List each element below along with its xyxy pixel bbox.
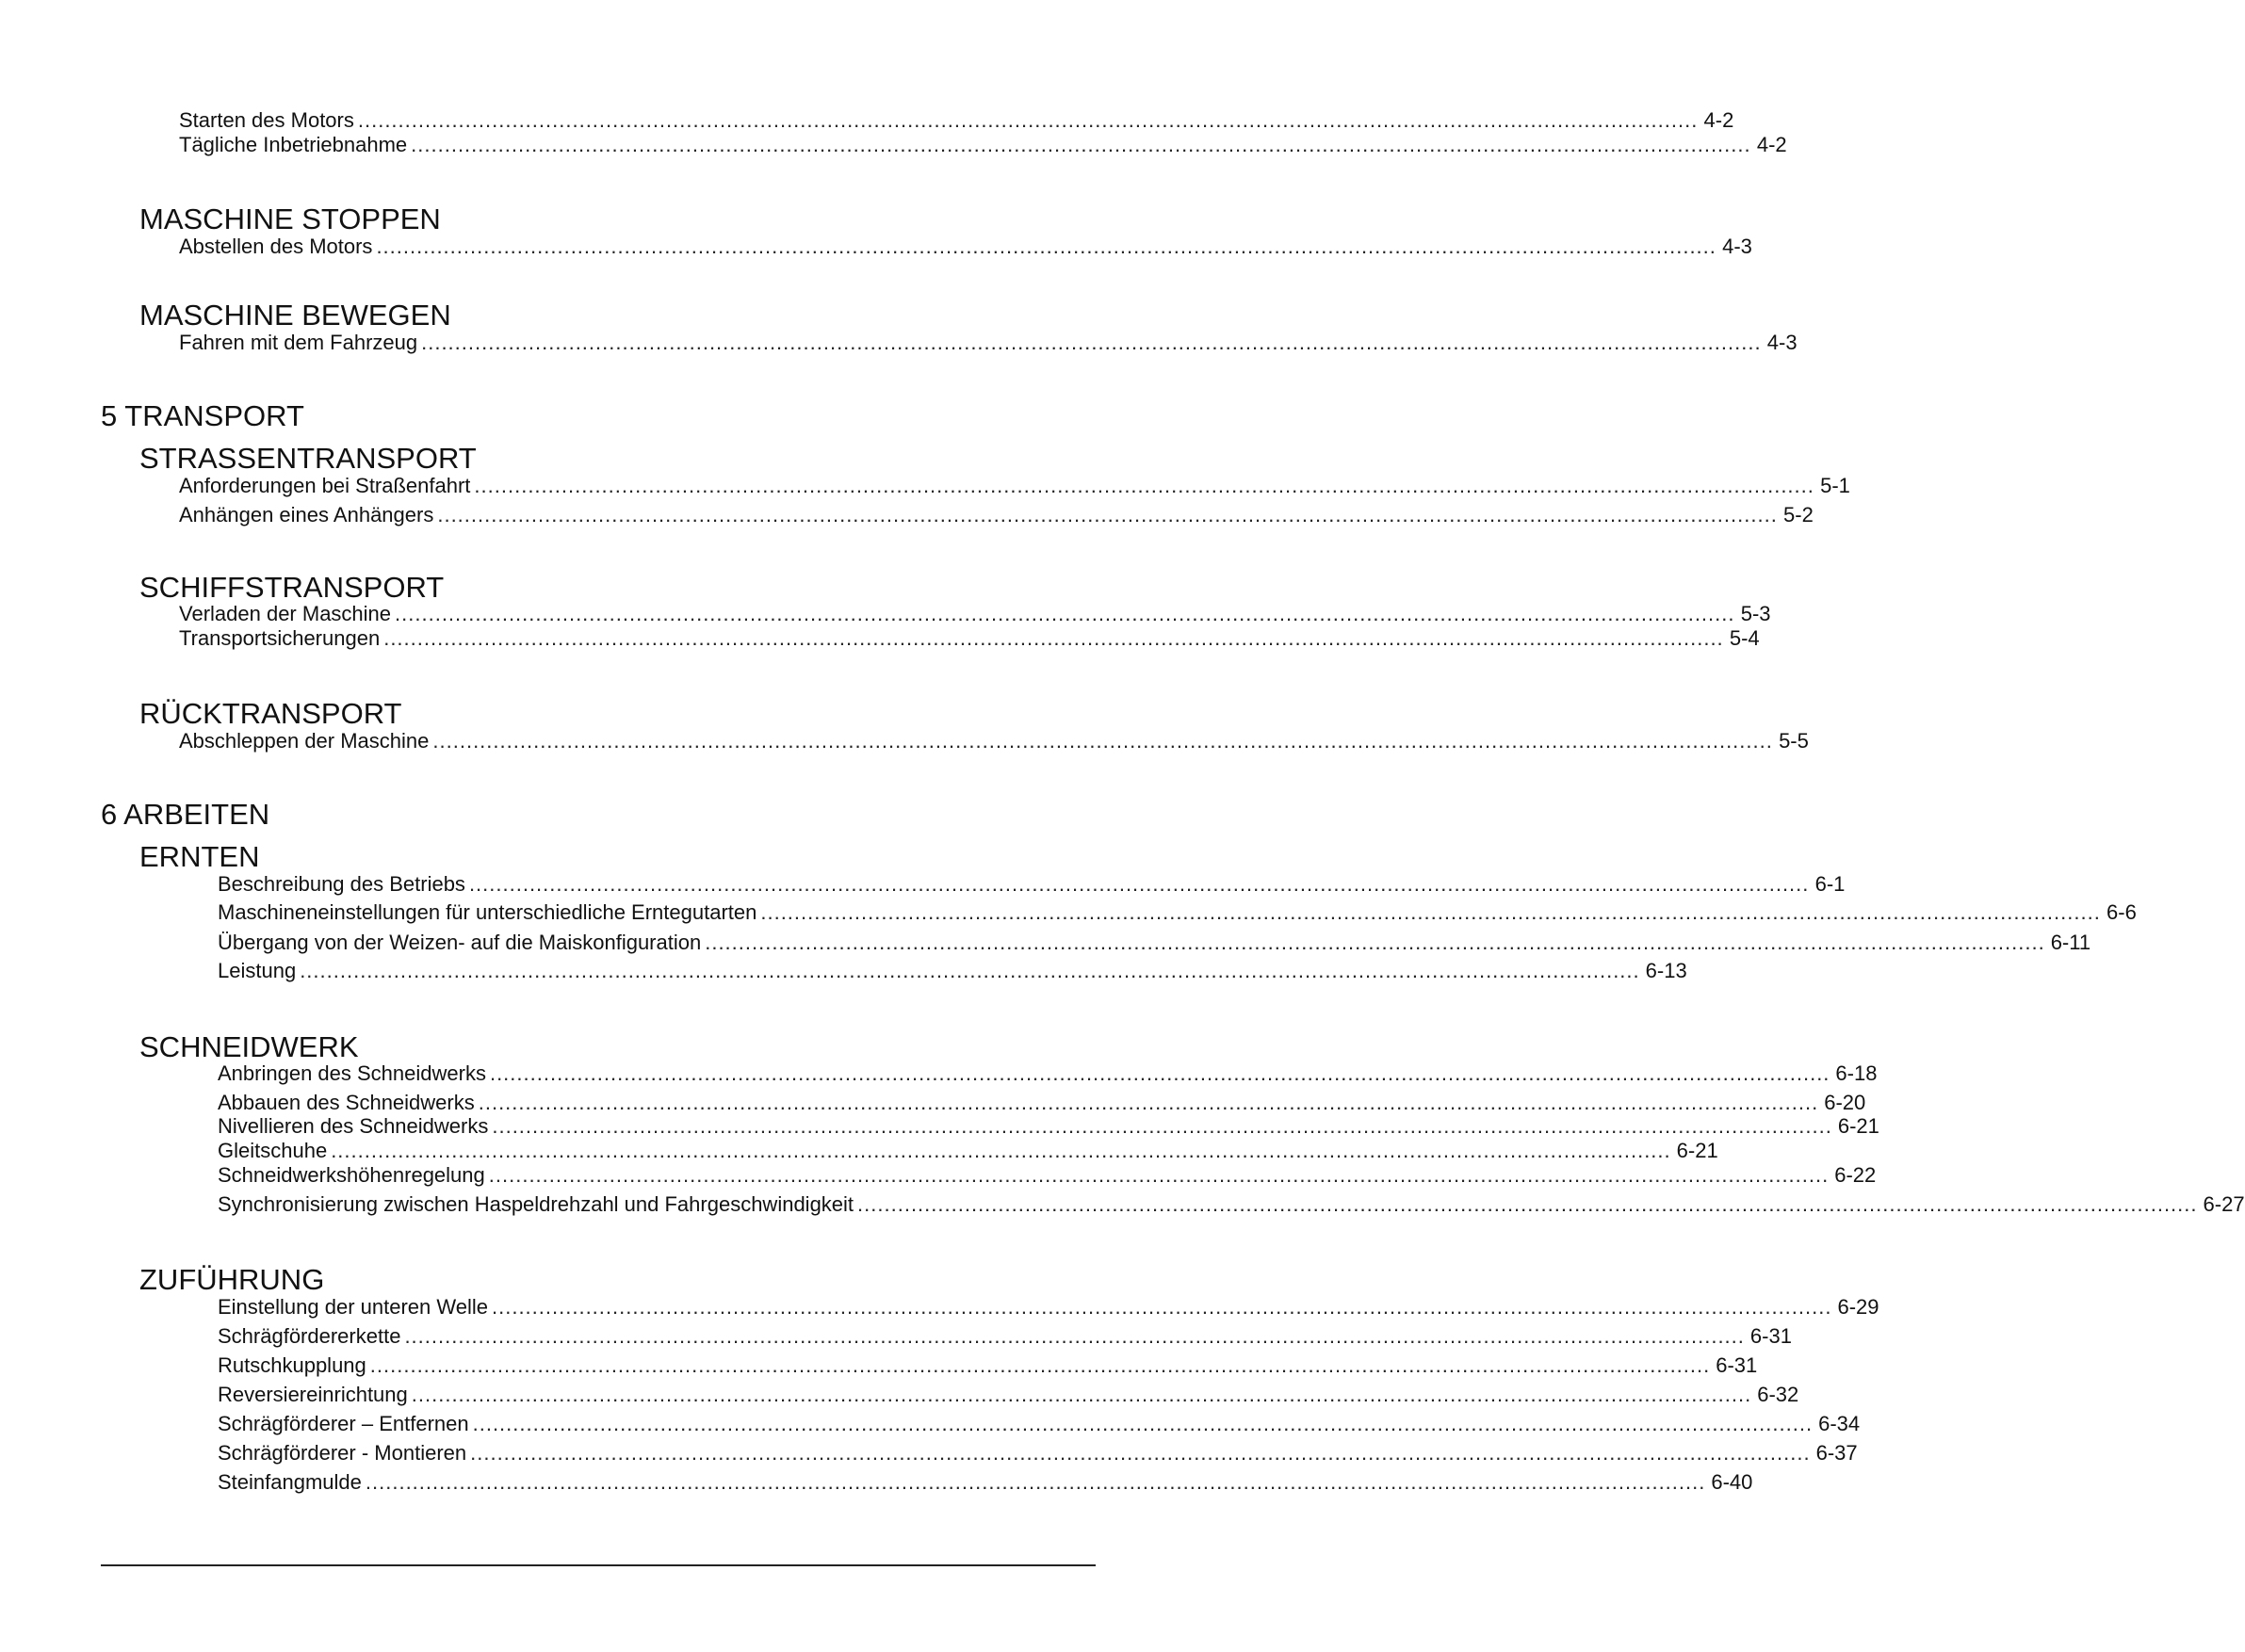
toc-section-heading[interactable]: ZUFÜHRUNG bbox=[139, 1263, 325, 1296]
toc-entry[interactable] bbox=[179, 330, 1798, 356]
dot-leader: ........................................................................................................................................................................................................ bbox=[331, 1139, 1671, 1162]
dot-leader: ........................................................................................................................................................................................................ bbox=[300, 959, 1640, 982]
toc-entry[interactable] bbox=[218, 1191, 2245, 1218]
toc-entry-page: 4-2 bbox=[1756, 133, 1787, 156]
dot-leader: ........................................................................................................................................................................................................ bbox=[432, 729, 1773, 753]
toc-entry[interactable] bbox=[179, 625, 1760, 652]
toc-entry-page: 6-13 bbox=[1645, 959, 1687, 982]
toc-entry-page: 5-5 bbox=[1779, 729, 1809, 753]
toc-entry-page: 6-31 bbox=[1749, 1324, 1792, 1348]
toc-entry-title: Maschineneinstellungen für unterschiedliche Erntegutarten bbox=[218, 900, 757, 924]
dot-leader: ........................................................................................................................................................................................................ bbox=[411, 1383, 1752, 1406]
dot-leader: ........................................................................................................................................................................................................ bbox=[421, 331, 1762, 354]
toc-entry-title: Abbauen des Schneidwerks bbox=[218, 1091, 475, 1114]
toc-entry-page: 6-18 bbox=[1835, 1061, 1878, 1085]
toc-entry[interactable] bbox=[218, 1411, 1861, 1437]
toc-entry-page: 6-40 bbox=[1711, 1470, 1753, 1494]
toc-entry-page: 6-31 bbox=[1716, 1353, 1758, 1377]
toc-entry-page: 5-1 bbox=[1820, 474, 1850, 497]
toc-entry-page: 6-11 bbox=[2050, 931, 2091, 954]
toc-entry-page: 4-2 bbox=[1703, 108, 1734, 132]
toc-entry-title: Einstellung der unteren Welle bbox=[218, 1295, 488, 1319]
toc-entry[interactable] bbox=[218, 1090, 1866, 1116]
toc-entry-title: Schneidwerkshöhenregelung bbox=[218, 1163, 485, 1187]
dot-leader: ........................................................................................................................................................................................................ bbox=[488, 1163, 1830, 1187]
toc-entry-page: 6-29 bbox=[1837, 1295, 1879, 1319]
dot-leader: ........................................................................................................................................................................................................ bbox=[376, 235, 1716, 258]
toc-section-heading[interactable]: MASCHINE BEWEGEN bbox=[139, 299, 451, 332]
toc-entry-title: Gleitschuhe bbox=[218, 1139, 328, 1162]
dot-leader: ........................................................................................................................................................................................................ bbox=[411, 133, 1751, 156]
toc-entry-title: Verladen der Maschine bbox=[179, 602, 392, 625]
dot-leader: ........................................................................................................................................................................................................ bbox=[478, 1091, 1819, 1114]
dot-leader: ........................................................................................................................................................................................................ bbox=[395, 602, 1735, 625]
toc-entry-page: 6-1 bbox=[1814, 872, 1846, 896]
toc-entry-title: Tägliche Inbetriebnahme bbox=[179, 133, 408, 156]
toc-entry-page: 4-3 bbox=[1722, 235, 1752, 258]
toc-entry[interactable] bbox=[218, 1352, 1758, 1379]
toc-entry[interactable] bbox=[218, 871, 1846, 898]
toc-section-heading[interactable]: MASCHINE STOPPEN bbox=[139, 202, 441, 235]
toc-entry-title: Schrägförderer – Entfernen bbox=[218, 1412, 469, 1435]
toc-section-heading[interactable]: STRASSENTRANSPORT bbox=[139, 442, 477, 475]
toc-entry-title: Abstellen des Motors bbox=[179, 235, 373, 258]
toc-entry[interactable] bbox=[179, 473, 1850, 499]
toc-entry[interactable] bbox=[218, 1113, 1879, 1140]
dot-leader: ........................................................................................................................................................................................................ bbox=[760, 900, 2101, 924]
dot-leader: ........................................................................................................................................................................................................ bbox=[365, 1470, 1706, 1494]
toc-entry-title: Reversiereinrichtung bbox=[218, 1383, 408, 1406]
toc-entry[interactable] bbox=[218, 1138, 1718, 1164]
toc-entry-title: Transportsicherungen bbox=[179, 626, 381, 650]
toc-entry[interactable] bbox=[218, 899, 2137, 926]
toc-entry-page: 6-22 bbox=[1834, 1163, 1877, 1187]
dot-leader: ........................................................................................................................................................................................................ bbox=[470, 1441, 1811, 1465]
toc-entry-title: Übergang von der Weizen- auf die Maiskonfiguration bbox=[218, 931, 702, 954]
toc-chapter-heading[interactable]: 6 ARBEITEN bbox=[101, 798, 270, 831]
toc-entry[interactable] bbox=[218, 1162, 1877, 1189]
toc-entry-page: 5-4 bbox=[1729, 626, 1760, 650]
toc-entry[interactable] bbox=[218, 1323, 1792, 1350]
dot-leader: ........................................................................................................................................................................................................ bbox=[857, 1192, 2198, 1216]
toc-section-heading[interactable]: ERNTEN bbox=[139, 840, 260, 873]
toc-entry-title: Anforderungen bei Straßenfahrt bbox=[179, 474, 471, 497]
toc-entry[interactable] bbox=[179, 502, 1814, 528]
toc-chapter-heading[interactable]: 5 TRANSPORT bbox=[101, 399, 304, 432]
toc-entry[interactable] bbox=[179, 107, 1734, 134]
toc-entry-page: 6-6 bbox=[2107, 900, 2137, 924]
toc-entry-title: Rutschkupplung bbox=[218, 1353, 366, 1377]
toc-entry-page: 4-3 bbox=[1766, 331, 1798, 354]
toc-entry-page: 5-2 bbox=[1783, 503, 1814, 526]
toc-section-heading[interactable]: SCHNEIDWERK bbox=[139, 1030, 359, 1063]
dot-leader: ........................................................................................................................................................................................................ bbox=[474, 474, 1814, 497]
toc-entry[interactable] bbox=[218, 1469, 1753, 1496]
toc-entry-page: 6-37 bbox=[1815, 1441, 1858, 1465]
toc-entry[interactable] bbox=[179, 132, 1787, 158]
dot-leader: ........................................................................................................................................................................................................ bbox=[705, 931, 2045, 954]
dot-leader: ........................................................................................................................................................................................................ bbox=[489, 1061, 1830, 1085]
toc-entry[interactable] bbox=[218, 958, 1687, 984]
toc-entry-page: 6-32 bbox=[1757, 1383, 1799, 1406]
dot-leader: ........................................................................................................................................................................................................ bbox=[492, 1114, 1832, 1138]
toc-entry-title: Anbringen des Schneidwerks bbox=[218, 1061, 486, 1085]
toc-entry[interactable] bbox=[179, 601, 1771, 627]
toc-entry-page: 6-21 bbox=[1837, 1114, 1879, 1138]
toc-entry-page: 6-34 bbox=[1818, 1412, 1861, 1435]
toc-entry-page: 5-3 bbox=[1740, 602, 1771, 625]
dot-leader: ........................................................................................................................................................................................................ bbox=[404, 1324, 1745, 1348]
toc-entry-title: Schrägfördererkette bbox=[218, 1324, 401, 1348]
toc-entry-page: 6-20 bbox=[1824, 1091, 1866, 1114]
toc-entry[interactable] bbox=[179, 234, 1752, 260]
toc-entry-title: Schrägförderer - Montieren bbox=[218, 1441, 467, 1465]
toc-entry[interactable] bbox=[218, 1440, 1858, 1466]
dot-leader: ........................................................................................................................................................................................................ bbox=[472, 1412, 1814, 1435]
toc-entry-title: Steinfangmulde bbox=[218, 1470, 362, 1494]
toc-entry-title: Anhängen eines Anhängers bbox=[179, 503, 434, 526]
toc-entry-title: Synchronisierung zwischen Haspeldrehzahl und Fahrgeschwindigkeit bbox=[218, 1192, 854, 1216]
toc-entry[interactable] bbox=[218, 930, 2091, 956]
toc-entry-page: 6-27 bbox=[2203, 1192, 2245, 1216]
dot-leader: ........................................................................................................................................................................................................ bbox=[383, 626, 1724, 650]
dot-leader: ........................................................................................................................................................................................................ bbox=[369, 1353, 1711, 1377]
toc-entry-page: 6-21 bbox=[1676, 1139, 1718, 1162]
toc-entry-title: Starten des Motors bbox=[179, 108, 354, 132]
toc-entry-title: Leistung bbox=[218, 959, 297, 982]
footer-rule bbox=[101, 1564, 1096, 1566]
dot-leader: ........................................................................................................................................................................................................ bbox=[437, 503, 1778, 526]
toc-entry-title: Abschleppen der Maschine bbox=[179, 729, 430, 753]
toc-entry[interactable] bbox=[218, 1294, 1879, 1320]
dot-leader: ........................................................................................................................................................................................................ bbox=[468, 872, 1810, 896]
toc-entry[interactable] bbox=[218, 1382, 1799, 1408]
toc-section-heading[interactable]: SCHIFFSTRANSPORT bbox=[139, 571, 445, 604]
dot-leader: ........................................................................................................................................................................................................ bbox=[492, 1295, 1832, 1319]
toc-entry-title: Beschreibung des Betriebs bbox=[218, 872, 465, 896]
dot-leader: ........................................................................................................................................................................................................ bbox=[357, 108, 1699, 132]
toc-entry-title: Nivellieren des Schneidwerks bbox=[218, 1114, 489, 1138]
toc-entry[interactable] bbox=[218, 1061, 1878, 1087]
toc-entry-title: Fahren mit dem Fahrzeug bbox=[179, 331, 418, 354]
toc-entry[interactable] bbox=[179, 728, 1809, 754]
toc-section-heading[interactable]: RÜCKTRANSPORT bbox=[139, 697, 402, 730]
